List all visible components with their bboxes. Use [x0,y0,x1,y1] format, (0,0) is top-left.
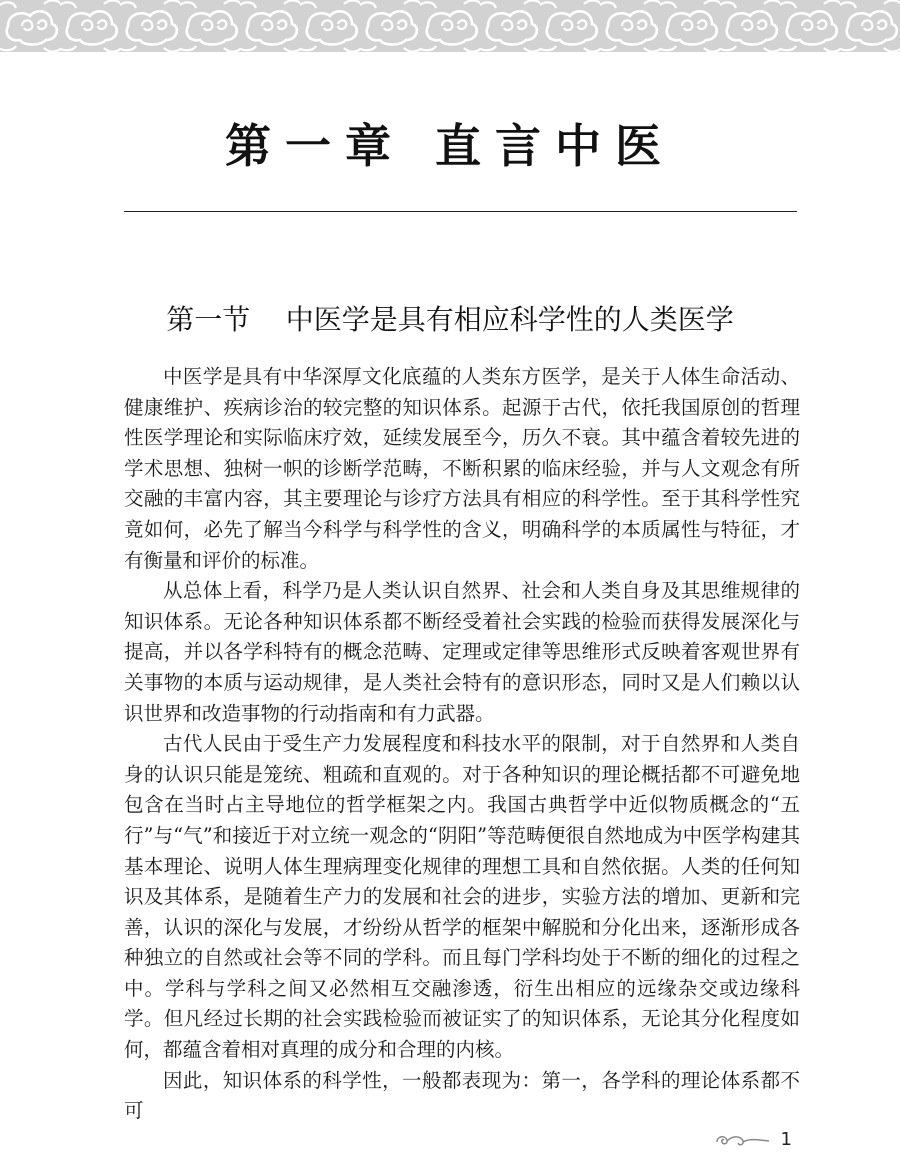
cloud-scroll-icon [713,1132,771,1148]
title-divider [124,211,797,212]
paragraph: 从总体上看，科学乃是人类认识自然界、社会和人类自身及其思维规律的知识体系。无论各种知识体系都不断经受着社会实践的检验而获得发展深化与提高，并以各学科特有的概念范畴、定理或定律等思维形式反映着客观世界有关事物的本质与运动规律，是人类社会特有的意识形态，同时又是人们赖以认识世界和改造事物的行动指南和有力武器。 [124,579,800,725]
page-footer [713,1129,792,1150]
chapter-title: 第一章 直言中医 [224,119,675,173]
paragraph: 中医学是具有中华深厚文化底蕴的人类东方医学，是关于人体生命活动、健康维护、疾病诊治的较完整的知识体系。起源于古代，依托我国原创的哲理性医学理论和实际临床疗效，延续发展至今，历久不衰。其中蕴含着较先进的学术思想、独树一帜的诊断学范畴，不断积累的临床经验，并与人文观念有所交融的丰富内容，其主要理论与诊疗方法具有相应的科学性。至于其科学性究竟如何，必先了解当今科学与科学性的含义，明确科学的本质属性与特征，才有衡量和评价的标准。 [124,365,800,572]
body-text [124,362,800,1127]
cloud-pattern-icon [0,0,900,52]
decorative-header-band [0,0,900,52]
page-number: 1 [780,1129,792,1150]
paragraph: 因此，知识体系的科学性，一般都表现为：第一，各学科的理论体系都不可 [124,1068,800,1123]
section-title: 第一节 中医学是具有相应科学性的人类医学 [166,303,734,336]
paragraph: 古代人民由于受生产力发展程度和科技水平的限制，对于自然界和人类自身的认识只能是笼统、粗疏和直观的。对于各种知识的理论概括都不可避免地包含在当时占主导地位的哲学框架之内。我国古典哲学中近似物质概念的“五行”与“气”和接近于对立统一观念的“阴阳”等范畴便很自然地成为中医学构建其基本理论、说明人体生理病理变化规律的理想工具和自然依据。人类的任何知识及其体系，是随着生产力的发展和社会的进步，实验方法的增加、更新和完善，认识的深化与发展，才纷纷从哲学的框架中解脱和分化出来，逐渐形成各种独立的自然或社会等不同的学科。而且每门学科均处于不断的细化的过程之中。学科与学科之间又必然相互交融渗透，衍生出相应的远缘杂交或边缘科学。但凡经过长期的社会实践检验而被证实了的知识体系，无论其分化程度如何，都蕴含着相对真理的成分和合理的内核。 [124,732,800,1062]
